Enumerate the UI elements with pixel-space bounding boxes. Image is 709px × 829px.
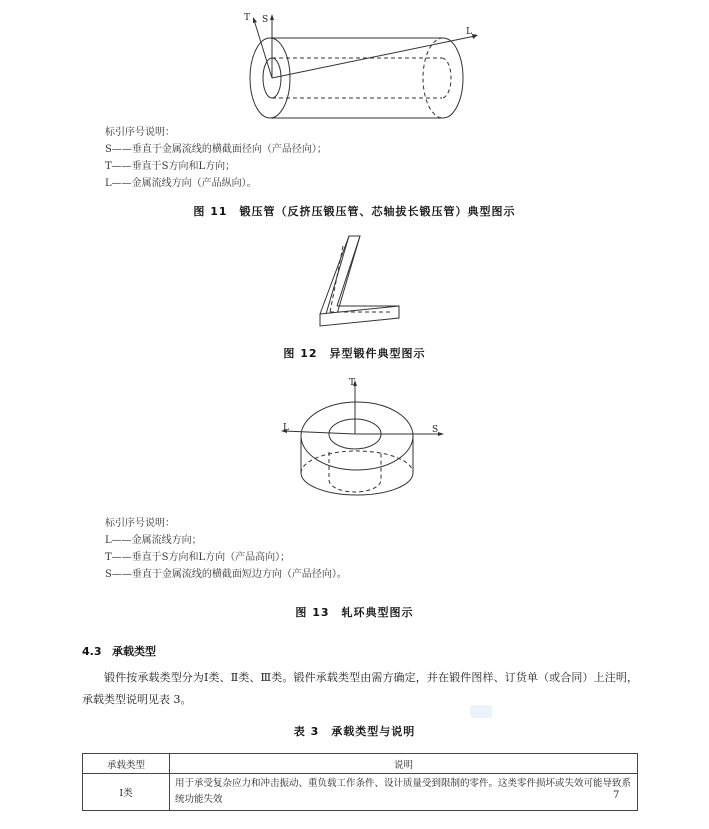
figure-13-axis-t: T [349, 378, 356, 388]
table-header-desc: 说明 [170, 754, 638, 774]
section-number: 4.3 [82, 645, 102, 658]
figure-13-caption: 图 13 轧环典型图示 [295, 606, 414, 619]
figure-11-legend-title: 标引序号说明： [105, 127, 175, 138]
figure-13-legend-item: T——垂直于S方向和L方向（产品高向）； [105, 552, 291, 563]
figure-13-legend-title: 标引序号说明： [105, 518, 175, 529]
figure-11-legend-item: T——垂直于S方向和L方向； [105, 161, 236, 172]
figure-11-legend-item: S——垂直于金属流线的横截面径向（产品径向）； [105, 144, 327, 155]
section-heading [82, 643, 156, 659]
table-row [83, 774, 638, 811]
figure-13-axis-s: S [432, 425, 439, 435]
page-number: 7 [613, 790, 620, 801]
figure-11-axis-t: T [244, 13, 251, 23]
table-3 [82, 753, 638, 811]
figure-11-legend-item: L——金属流线方向（产品纵向）。 [105, 178, 257, 189]
table-cell-type: Ⅰ类 [83, 774, 170, 811]
figure-13-legend-item: S——垂直于金属流线的横截面短边方向（产品径向）。 [105, 569, 347, 580]
section-title: 承载类型 [112, 645, 156, 658]
table-cell-desc: 用于承受复杂应力和冲击振动、重负载工作条件、设计质量受到限制的零件。这类零件损坏或失效可能导致系统功能失效 [170, 774, 638, 811]
table-3-caption: 表 3 承载类型与说明 [293, 725, 416, 738]
figure-13-legend [105, 515, 347, 583]
figure-12-caption: 图 12 异型锻件典型图示 [283, 347, 426, 360]
figure-11-axis-s: S [262, 15, 269, 25]
watermark-logo [470, 705, 492, 718]
table-header-row [83, 754, 638, 774]
figure-11-caption: 图 11 锻压管（反挤压锻压管、芯轴拔长锻压管）典型图示 [193, 205, 516, 218]
table-header-type: 承载类型 [83, 754, 170, 774]
figure-11-axis-l: L [466, 27, 472, 37]
figure-13-legend-item: L——金属流线方向； [105, 535, 202, 546]
figure-13-axis-l: L [283, 423, 289, 433]
body-paragraph: 锻件按承载类型分为Ⅰ类、Ⅱ类、Ⅲ类。锻件承载类型由需方确定，并在锻件图样、订货单（或合同）上注明，承载类型说明见表 3。 [82, 671, 638, 706]
